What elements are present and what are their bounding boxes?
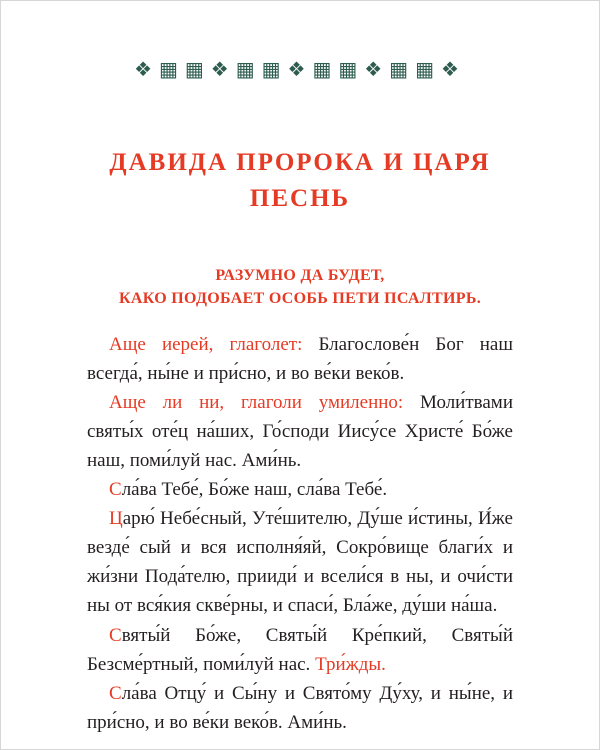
paragraph (87, 475, 513, 504)
rubric-line-1: РАЗУМНО ДА БУДЕТ, (215, 266, 385, 284)
paragraph (87, 679, 513, 737)
rubric-line-2: КАКО ПОДОБАЕТ ОСОБЬ ПЕТИ ПСАЛТИРЬ. (119, 289, 481, 307)
paragraph (87, 504, 513, 620)
text-segment: ла́ва Тебе́, Бо́же наш, сла́ва Тебе́. (121, 479, 388, 501)
title-line-1: ДАВИДА ПРОРОКА И ЦАРЯ (109, 149, 491, 176)
prayer-text (1, 330, 599, 737)
ornament-band: ❖▦▦❖▦▦❖▦▦❖▦▦❖ (134, 57, 466, 81)
text-segment: Благослове́н Бог наш всегда́, ны́не и при́сно, и во ве́ки веко́в. (87, 333, 513, 384)
text-segment: ла́ва Отцу́ и Сы́ну и Свято́му Ду́ху, и ны́не, и при́сно, и во ве́ки веко́в. Ами́нь. (87, 682, 513, 733)
rubric-segment: Аще иерей, глаголет: (109, 333, 319, 355)
rubric-segment: Три́жды. (315, 653, 386, 675)
title-line-2: ПЕСНЬ (249, 185, 351, 213)
rubric-heading (1, 264, 599, 310)
rubric-segment: С (109, 682, 122, 704)
text-segment: арю́ Небе́сный, Уте́шителю, Ду́ше и́стины, И́же везде́ сый и вся исполня́яй, Сокро́вище благи́х и жи́зни Пода́телю, прииди́ и всели́ся в ны, и очи́сти ны от вся́кия скве́рны, и спаси́, Бла́же, ду́ши на́ша. (87, 508, 513, 617)
rubric-segment: Ц (109, 508, 123, 530)
paragraph (87, 330, 513, 388)
page-title (1, 145, 599, 218)
paragraph (87, 388, 513, 475)
paragraph (87, 621, 513, 679)
rubric-segment: С (109, 479, 122, 501)
text-segment: вяты́й Бо́же, Святы́й Кре́пкий, Святы́й Безсме́ртный, поми́луй нас. (87, 624, 513, 675)
rubric-segment: Аще ли ни, глаголи умиленно: (109, 392, 421, 413)
rubric-segment: С (109, 624, 122, 646)
text-segment: Моли́твами святы́х оте́ц на́ших, Го́споди Иису́се Христе́ Бо́же наш, поми́луй нас. Ами́нь. (87, 392, 513, 472)
